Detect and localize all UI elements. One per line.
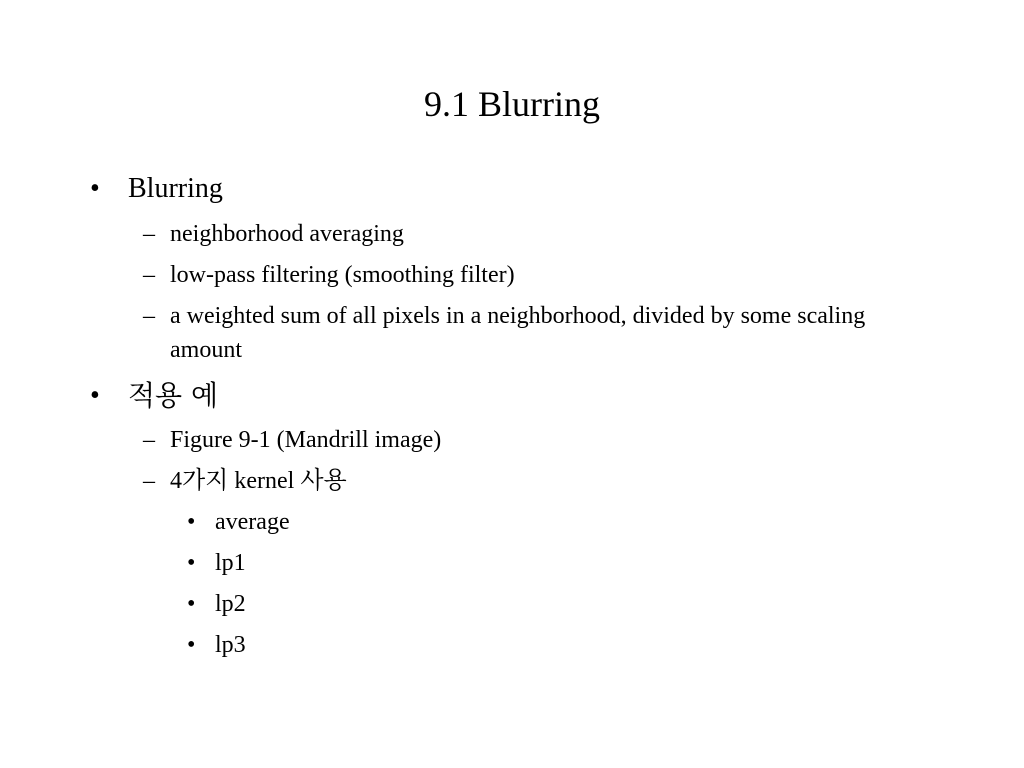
bullet-application-example [90,380,940,412]
kernel-text: lp3 [215,632,246,658]
subitem-text: neighborhood averaging [170,221,404,247]
dash-marker: – [143,262,155,288]
bullet-marker: • [90,380,100,411]
bullet-marker: • [187,632,196,658]
subitem-weighted-sum [143,299,933,367]
bullet-marker: • [90,173,100,204]
kernel-item-lp2 [187,589,587,619]
kernel-text: lp1 [215,550,246,576]
bullet-blurring [90,173,940,205]
kernel-item-lp1 [187,548,587,578]
kernel-item-lp3 [187,630,587,660]
dash-marker: – [143,303,155,329]
dash-marker: – [143,427,155,453]
bullet-text: Blurring [128,173,223,204]
subitem-low-pass-filtering [143,258,933,292]
slide-title: 9.1 Blurring [424,84,600,124]
kernel-text: average [215,509,290,535]
subitem-text: a weighted sum of all pixels in a neighborhood, divided by some scaling amount [170,303,866,363]
dash-marker: – [143,221,155,247]
bullet-marker: • [187,591,196,617]
subitem-kernel-usage [143,464,933,498]
kernel-text: lp2 [215,591,246,617]
subitem-text: low-pass filtering (smoothing filter) [170,262,515,288]
bullet-marker: • [187,509,196,535]
kernel-item-average [187,507,587,537]
bullet-text: 적용 예 [128,379,219,412]
subitem-neighborhood-averaging [143,217,933,251]
bullet-marker: • [187,550,196,576]
subitem-text: Figure 9-1 (Mandrill image) [170,427,442,453]
subitem-text: 4가지 kernel 사용 [170,468,347,494]
subitem-figure-9-1 [143,423,933,457]
dash-marker: – [143,468,155,494]
